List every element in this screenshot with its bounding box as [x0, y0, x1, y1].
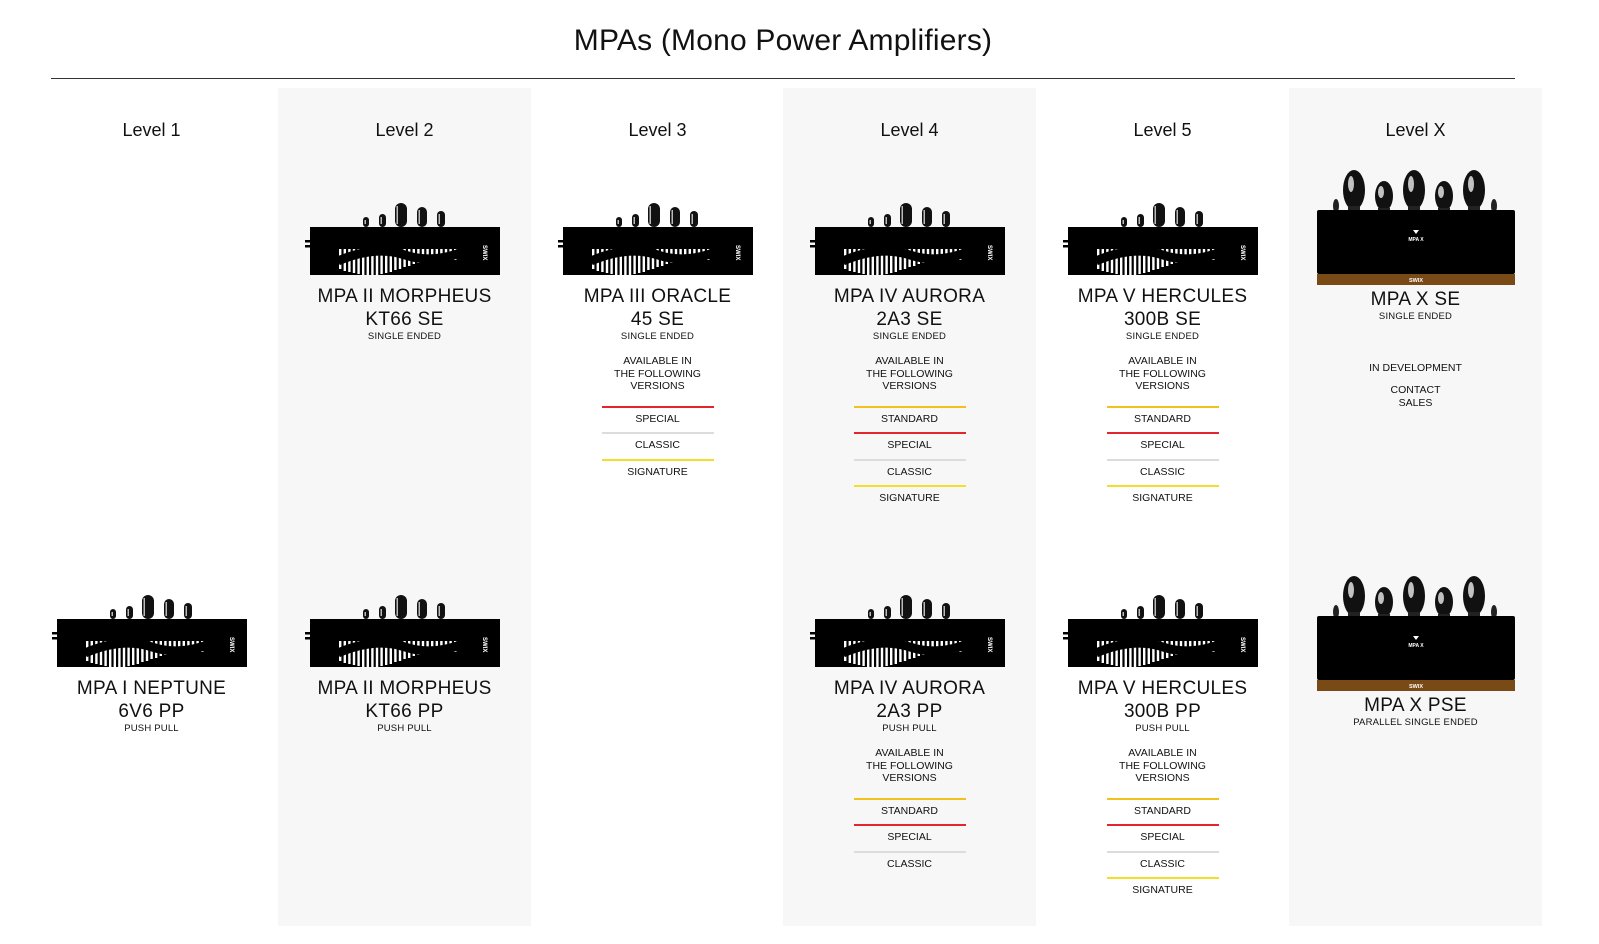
- version-special[interactable]: SPECIAL: [602, 406, 714, 433]
- availability-line: AVAILABLE IN: [1128, 355, 1197, 367]
- product-topology: PUSH PULL: [1135, 723, 1190, 734]
- product-card-bottom[interactable]: [1036, 575, 1289, 904]
- availability-line: THE FOLLOWING: [614, 367, 701, 380]
- product-name[interactable]: [783, 677, 1036, 723]
- contact-sales-link[interactable]: [1289, 384, 1542, 410]
- product-name-line1: MPA II MORPHEUS: [317, 678, 492, 699]
- contact-line: SALES: [1398, 397, 1433, 409]
- version-standard[interactable]: STANDARD: [854, 406, 966, 433]
- level-heading: Level 4: [880, 120, 939, 140]
- availability-line: THE FOLLOWING: [866, 759, 953, 772]
- amplifier-image[interactable]: [1316, 168, 1516, 288]
- version-classic[interactable]: CLASSIC: [854, 459, 966, 486]
- product-name[interactable]: [278, 677, 531, 723]
- availability-line: AVAILABLE IN: [623, 355, 692, 367]
- product-name[interactable]: [278, 285, 531, 331]
- availability-note: [1036, 747, 1289, 785]
- product-name-line1: MPA V HERCULES: [1077, 286, 1248, 307]
- product-card-top[interactable]: [783, 183, 1036, 512]
- product-name-line2: KT66 SE: [365, 309, 444, 330]
- product-name-line1: MPA III ORACLE: [583, 286, 732, 307]
- product-topology: SINGLE ENDED: [1125, 331, 1200, 342]
- version-standard[interactable]: STANDARD: [1107, 406, 1219, 433]
- availability-line: VERSIONS: [882, 380, 937, 392]
- svg-text:SWIX: SWIX: [985, 637, 992, 653]
- level-column-4: [783, 88, 1036, 926]
- version-classic[interactable]: CLASSIC: [602, 432, 714, 459]
- amplifier-image[interactable]: [558, 183, 758, 275]
- svg-text:SWIX: SWIX: [1238, 245, 1245, 261]
- product-card-top[interactable]: [531, 183, 784, 485]
- product-card-bottom[interactable]: [1289, 574, 1542, 728]
- svg-text:SWIX: SWIX: [1238, 637, 1245, 653]
- product-name-line2: 300B SE: [1123, 309, 1202, 330]
- page-title: MPAs (Mono Power Amplifiers): [573, 24, 993, 57]
- product-topology: PUSH PULL: [377, 723, 432, 734]
- amplifier-image[interactable]: [52, 575, 252, 667]
- svg-text:MPA X: MPA X: [1407, 237, 1424, 243]
- svg-text:SWIX: SWIX: [985, 245, 992, 261]
- version-special[interactable]: SPECIAL: [1107, 432, 1219, 459]
- availability-line: THE FOLLOWING: [866, 367, 953, 380]
- product-name[interactable]: [531, 285, 784, 331]
- versions-list: [783, 406, 1036, 512]
- level-column-1: [25, 88, 278, 926]
- product-name[interactable]: [1036, 285, 1289, 331]
- product-card-top[interactable]: [1036, 183, 1289, 512]
- svg-text:SWIX: SWIX: [227, 637, 234, 653]
- availability-line: VERSIONS: [630, 380, 685, 392]
- svg-text:SWIX: SWIX: [480, 245, 487, 261]
- contact-line: CONTACT: [1390, 384, 1441, 396]
- amplifier-image[interactable]: [1316, 574, 1516, 694]
- level-heading: Level 5: [1133, 120, 1192, 140]
- product-card-bottom[interactable]: [783, 575, 1036, 877]
- product-name[interactable]: [1289, 288, 1542, 311]
- version-signature[interactable]: SIGNATURE: [854, 485, 966, 512]
- product-card-top[interactable]: [278, 183, 531, 342]
- availability-note: [1036, 355, 1289, 393]
- version-signature[interactable]: SIGNATURE: [602, 459, 714, 486]
- product-name-line2: 2A3 PP: [876, 701, 943, 722]
- svg-text:SWIX: SWIX: [1408, 278, 1423, 284]
- product-name-line1: MPA IV AURORA: [833, 286, 986, 307]
- level-heading: Level X: [1385, 120, 1446, 140]
- product-name-line1: MPA V HERCULES: [1077, 678, 1248, 699]
- availability-note: [783, 355, 1036, 393]
- product-card-bottom[interactable]: [278, 575, 531, 734]
- amplifier-image[interactable]: [305, 183, 505, 275]
- product-topology: SINGLE ENDED: [367, 331, 442, 342]
- product-name-line1: MPA X SE: [1370, 289, 1461, 310]
- availability-line: THE FOLLOWING: [1119, 367, 1206, 380]
- version-standard[interactable]: STANDARD: [1107, 798, 1219, 825]
- versions-list: [531, 406, 784, 486]
- product-name-line2: KT66 PP: [365, 701, 444, 722]
- product-name[interactable]: [25, 677, 278, 723]
- version-classic[interactable]: CLASSIC: [1107, 851, 1219, 878]
- amplifier-image[interactable]: [810, 575, 1010, 667]
- product-name-line1: MPA I NEPTUNE: [76, 678, 227, 699]
- level-column-5: [1036, 88, 1289, 926]
- availability-line: VERSIONS: [1135, 772, 1190, 784]
- availability-note: [783, 747, 1036, 785]
- version-special[interactable]: SPECIAL: [854, 824, 966, 851]
- product-topology: PARALLEL SINGLE ENDED: [1353, 717, 1478, 728]
- svg-text:MPA X: MPA X: [1407, 643, 1424, 649]
- availability-line: AVAILABLE IN: [875, 355, 944, 367]
- version-special[interactable]: SPECIAL: [1107, 824, 1219, 851]
- product-name-line1: MPA II MORPHEUS: [317, 286, 492, 307]
- svg-text:SWIX: SWIX: [733, 245, 740, 261]
- version-signature[interactable]: SIGNATURE: [1107, 877, 1219, 904]
- level-column-6: [1289, 88, 1542, 926]
- versions-list: [1036, 798, 1289, 904]
- product-name-line2: 300B PP: [1123, 701, 1202, 722]
- product-name[interactable]: [1289, 694, 1542, 717]
- level-column-2: [278, 88, 531, 926]
- version-classic[interactable]: CLASSIC: [1107, 459, 1219, 486]
- availability-line: AVAILABLE IN: [1128, 747, 1197, 759]
- amplifier-image[interactable]: [305, 575, 505, 667]
- product-name[interactable]: [783, 285, 1036, 331]
- availability-line: THE FOLLOWING: [1119, 759, 1206, 772]
- level-heading: Level 2: [375, 120, 434, 140]
- availability-line: VERSIONS: [1135, 380, 1190, 392]
- product-topology: PUSH PULL: [882, 723, 937, 734]
- product-name-line2: 45 SE: [630, 309, 685, 330]
- availability-line: VERSIONS: [882, 772, 937, 784]
- product-name[interactable]: [1036, 677, 1289, 723]
- level-column-3: [531, 88, 784, 926]
- level-heading: Level 1: [122, 120, 181, 140]
- version-classic[interactable]: CLASSIC: [854, 851, 966, 878]
- development-status: IN DEVELOPMENT: [1369, 362, 1462, 374]
- versions-list: [783, 798, 1036, 878]
- amplifier-image[interactable]: [810, 183, 1010, 275]
- product-topology: SINGLE ENDED: [1378, 311, 1453, 322]
- product-name-line2: 6V6 PP: [118, 701, 185, 722]
- svg-text:SWIX: SWIX: [480, 637, 487, 653]
- product-topology: PUSH PULL: [124, 723, 179, 734]
- product-topology: SINGLE ENDED: [872, 331, 947, 342]
- product-card-bottom[interactable]: [25, 575, 278, 734]
- svg-text:SWIX: SWIX: [1408, 684, 1423, 690]
- product-name-line1: MPA IV AURORA: [833, 678, 986, 699]
- availability-note: [531, 355, 784, 393]
- amplifier-image[interactable]: [1063, 575, 1263, 667]
- version-signature[interactable]: SIGNATURE: [1107, 485, 1219, 512]
- versions-list: [1036, 406, 1289, 512]
- product-name-line2: 2A3 SE: [876, 309, 943, 330]
- product-name-line1: MPA X PSE: [1364, 695, 1467, 716]
- title-divider: [51, 78, 1515, 79]
- level-heading: Level 3: [628, 120, 687, 140]
- product-card-top[interactable]: [1289, 168, 1542, 410]
- availability-line: AVAILABLE IN: [875, 747, 944, 759]
- amplifier-image[interactable]: [1063, 183, 1263, 275]
- version-special[interactable]: SPECIAL: [854, 432, 966, 459]
- version-standard[interactable]: STANDARD: [854, 798, 966, 825]
- product-topology: SINGLE ENDED: [620, 331, 695, 342]
